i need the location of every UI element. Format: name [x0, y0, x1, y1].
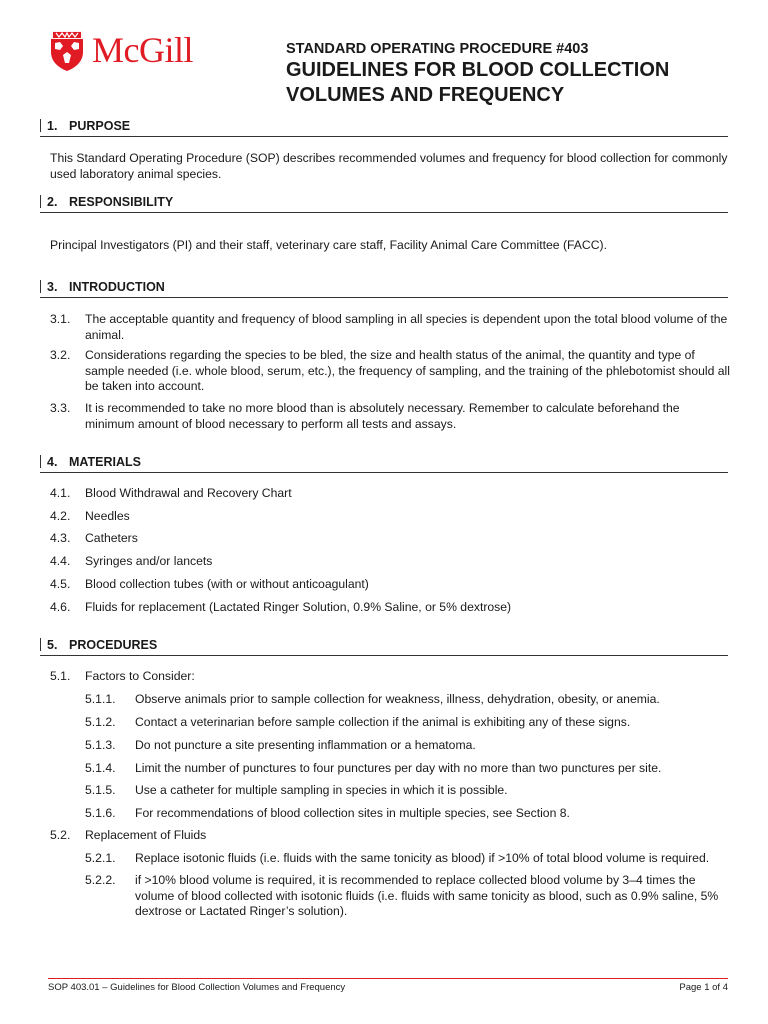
sub-item: [85, 806, 730, 822]
mcgill-logo-text: McGill: [92, 30, 193, 70]
responsibility-text: Principal Investigators (PI) and their staff, veterinary care staff, Facility Animal Care Committee (FACC).: [50, 238, 607, 252]
item-number: 4.2.: [50, 509, 71, 523]
item-number: 4.5.: [50, 577, 71, 591]
section-number: 5.: [47, 638, 58, 652]
heading-bar: [40, 638, 41, 651]
section-number: 1.: [47, 119, 58, 133]
sub-item-number: 5.2.2.: [85, 873, 116, 887]
list-item: [50, 312, 730, 343]
sub-item-text: Observe animals prior to sample collection for weakness, illness, dehydration, obesity, or anemia.: [135, 692, 660, 706]
sub-item: [85, 738, 730, 754]
item-text: Considerations regarding the species to be bled, the size and health status of the animal, the quantity and type of sample needed (i.e. whole blood, serum, etc.), the frequency of sampling, and the training of the phlebotomist should all be taken into account.: [85, 348, 730, 393]
sub-item-text: Replace isotonic fluids (i.e. fluids with the same tonicity as blood) if >10% of total blood volume is required.: [135, 851, 710, 865]
list-item: [50, 577, 730, 593]
section-title: PROCEDURES: [69, 638, 158, 652]
item-text: Syringes and/or lancets: [85, 554, 213, 568]
section-heading-purpose: [40, 119, 728, 137]
item-text: Blood collection tubes (with or without anticoagulant): [85, 577, 369, 591]
section-heading-procedures: [40, 638, 728, 656]
heading-bar: [40, 119, 41, 132]
item-number: 3.3.: [50, 401, 71, 415]
sub-item-text: Limit the number of punctures to four punctures per day with no more than two punctures per site.: [135, 761, 662, 775]
item-number: 5.1.: [50, 669, 71, 683]
item-number: 3.1.: [50, 312, 71, 326]
document-title-line-2: VOLUMES AND FREQUENCY: [286, 84, 565, 106]
sub-item-number: 5.1.2.: [85, 715, 116, 729]
list-item: [50, 669, 730, 685]
sub-item-number: 5.1.1.: [85, 692, 116, 706]
sub-item-number: 5.1.6.: [85, 806, 116, 820]
item-text: Factors to Consider:: [85, 669, 195, 683]
list-item: [50, 554, 730, 570]
item-text: Blood Withdrawal and Recovery Chart: [85, 486, 292, 500]
section-heading-materials: [40, 455, 728, 473]
sub-item-number: 5.1.4.: [85, 761, 116, 775]
mcgill-logo: [48, 28, 193, 72]
list-item: [50, 828, 730, 844]
section-title: PURPOSE: [69, 119, 131, 133]
item-number: 4.6.: [50, 600, 71, 614]
item-number: 4.4.: [50, 554, 71, 568]
sub-item: [85, 873, 730, 920]
purpose-text: This Standard Operating Procedure (SOP) describes recommended volumes and frequency for blood collection for commonly used laboratory animal species.: [50, 151, 728, 181]
sub-item-text: For recommendations of blood collection sites in multiple species, see Section 8.: [135, 806, 570, 820]
sub-item-text: Do not puncture a site presenting inflammation or a hematoma.: [135, 738, 476, 752]
sub-item: [85, 761, 730, 777]
section-heading-introduction: [40, 280, 728, 298]
list-item: [50, 348, 730, 395]
section-heading-responsibility: [40, 195, 728, 213]
section-number: 2.: [47, 195, 58, 209]
page-footer: [48, 978, 728, 994]
section-number: 4.: [47, 455, 58, 469]
sub-item-text: Contact a veterinarian before sample collection if the animal is exhibiting any of these signs.: [135, 715, 631, 729]
item-number: 4.3.: [50, 531, 71, 545]
section-title: MATERIALS: [69, 455, 141, 469]
sub-item-number: 5.2.1.: [85, 851, 116, 865]
section-title: RESPONSIBILITY: [69, 195, 174, 209]
sub-item: [85, 692, 730, 708]
item-text: It is recommended to take no more blood than is absolutely necessary. Remember to calculate beforehand the minimum amount of blood necessary to perform all tests and assays.: [85, 401, 680, 431]
list-item: [50, 509, 730, 525]
footer-document-title: SOP 403.01 – Guidelines for Blood Collection Volumes and Frequency: [48, 982, 346, 993]
document-header: [286, 40, 669, 108]
item-number: 3.2.: [50, 348, 71, 362]
sop-number: STANDARD OPERATING PROCEDURE #403: [286, 41, 589, 57]
section-title: INTRODUCTION: [69, 280, 165, 294]
footer-page-number: Page 1 of 4: [679, 982, 728, 993]
list-item: [50, 531, 730, 547]
list-item: [50, 600, 730, 616]
sub-item: [85, 851, 730, 867]
item-text: Needles: [85, 509, 130, 523]
heading-bar: [40, 195, 41, 208]
item-number: 5.2.: [50, 828, 71, 842]
sub-item-number: 5.1.3.: [85, 738, 116, 752]
sub-item-number: 5.1.5.: [85, 783, 116, 797]
item-text: The acceptable quantity and frequency of blood sampling in all species is dependent upon the total blood volume of the animal.: [85, 312, 728, 342]
section-number: 3.: [47, 280, 58, 294]
item-text: Fluids for replacement (Lactated Ringer Solution, 0.9% Saline, or 5% dextrose): [85, 600, 512, 614]
mcgill-shield-icon: [48, 28, 86, 72]
sub-item: [85, 715, 730, 731]
item-text: Replacement of Fluids: [85, 828, 207, 842]
document-title-line-1: GUIDELINES FOR BLOOD COLLECTION: [286, 59, 670, 81]
heading-bar: [40, 280, 41, 293]
item-number: 4.1.: [50, 486, 71, 500]
list-item: [50, 486, 730, 502]
item-text: Catheters: [85, 531, 138, 545]
sub-item-text: if >10% blood volume is required, it is recommended to replace collected blood volume by 3–4 times the volume of blood collected with isotonic fluids (i.e. fluids with same tonicity as blood, such as 0.9% saline, 5% dextrose or Lactated Ringer’s solution).: [135, 873, 719, 918]
sub-item: [85, 783, 730, 799]
sub-item-text: Use a catheter for multiple sampling in species in which it is possible.: [135, 783, 508, 797]
list-item: [50, 401, 730, 432]
heading-bar: [40, 455, 41, 468]
